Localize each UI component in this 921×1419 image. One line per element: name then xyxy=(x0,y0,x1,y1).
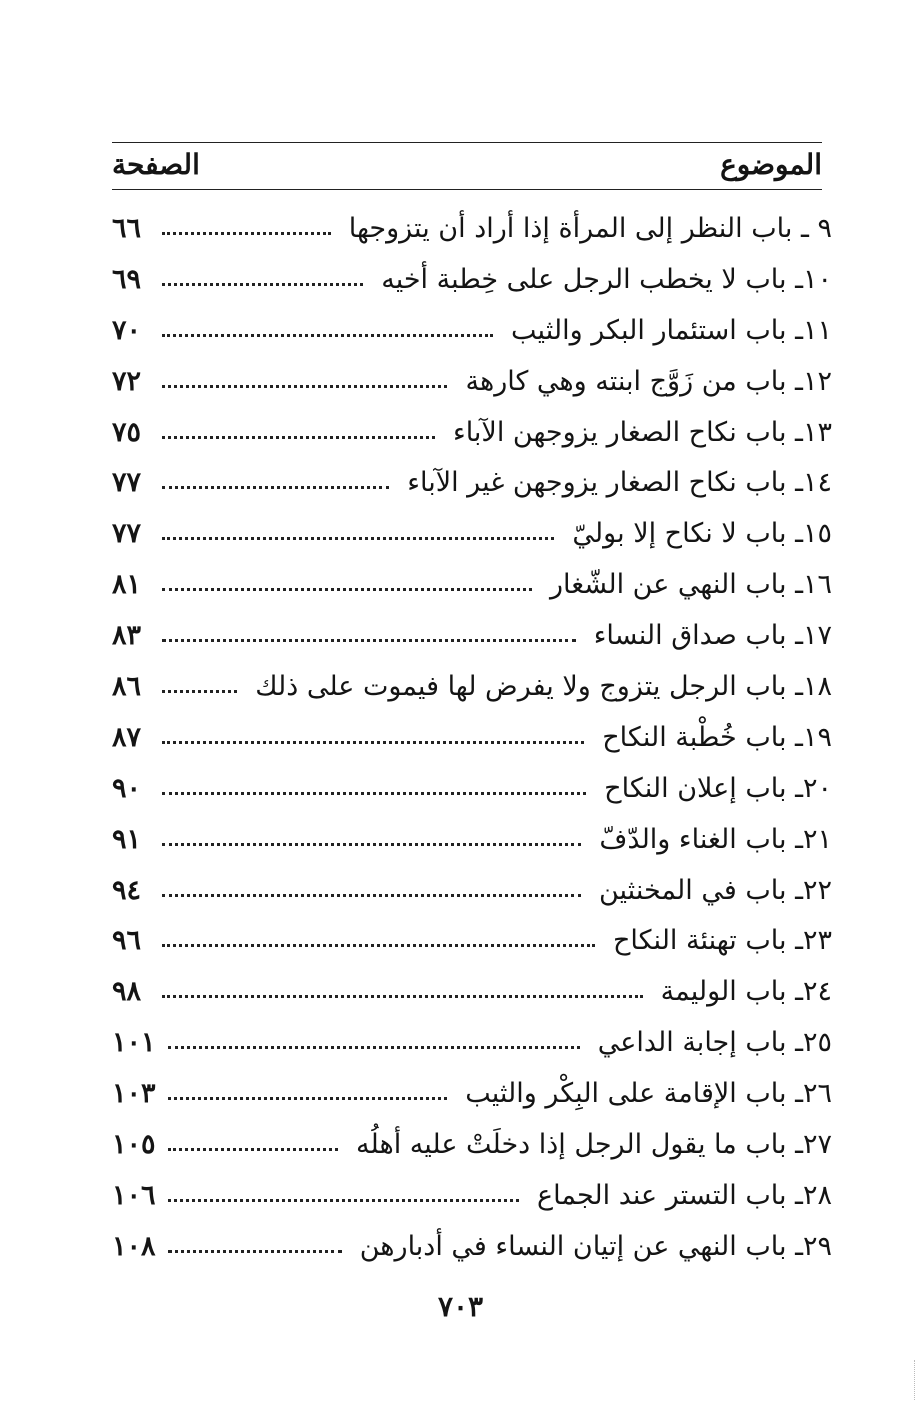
entry-title: ١٣ـ باب نكاح الصغار يزوجهن الآباء xyxy=(453,416,832,448)
entry-title: ١٢ـ باب من زَوَّج ابنته وهي كارهة xyxy=(465,365,832,397)
top-rule xyxy=(112,142,822,143)
entry-page-number: ٩٨ xyxy=(112,976,142,1008)
dot-leader xyxy=(162,436,435,439)
entry-page-number: ٨٦ xyxy=(112,670,142,702)
dot-leader xyxy=(162,843,581,846)
toc-entry xyxy=(112,305,832,356)
entry-page-number: ٧٥ xyxy=(112,416,142,448)
toc-entry xyxy=(112,356,832,407)
dot-leader xyxy=(162,334,493,337)
entry-page-number: ٨٣ xyxy=(112,620,142,652)
dot-leader xyxy=(162,232,331,235)
toc-entry xyxy=(112,508,832,559)
entry-title: ٢٥ـ باب إجابة الداعي xyxy=(597,1027,832,1059)
entry-title: ٢٧ـ باب ما يقول الرجل إذا دخلَتْ عليه أهلُه xyxy=(356,1128,832,1160)
entry-title: ٢٢ـ باب في المخنثين xyxy=(598,874,832,906)
entry-page-number: ٩٦ xyxy=(112,925,142,957)
entry-page-number: ١٠٨ xyxy=(112,1230,156,1262)
entry-title: ١٨ـ باب الرجل يتزوج ولا يفرض لها فيموت على ذلك xyxy=(255,670,832,702)
entry-page-number: ٨٧ xyxy=(112,721,142,753)
toc-entry xyxy=(112,457,832,508)
toc-entry xyxy=(112,814,832,865)
dot-leader xyxy=(162,537,554,540)
toc-entry xyxy=(112,203,832,254)
toc-entry xyxy=(112,559,832,610)
scan-edge-mark xyxy=(912,1360,915,1400)
entry-page-number: ٧٧ xyxy=(112,518,142,550)
entry-page-number: ٧٠ xyxy=(112,314,142,346)
toc-entry xyxy=(112,1119,832,1170)
entry-title: ١٥ـ باب لا نكاح إلا بوليّ xyxy=(572,518,832,550)
entry-title: ١٩ـ باب خُطْبة النكاح xyxy=(602,721,832,753)
dot-leader xyxy=(162,639,576,642)
entry-title: ٢٣ـ باب تهنئة النكاح xyxy=(612,925,832,957)
dot-leader xyxy=(168,1046,580,1049)
toc-entry xyxy=(112,661,832,712)
entry-title: ١٤ـ باب نكاح الصغار يزوجهن غير الآباء xyxy=(407,467,832,499)
dot-leader xyxy=(162,995,643,998)
entry-page-number: ٩٤ xyxy=(112,874,142,906)
topic-column-heading: الموضوع xyxy=(720,148,822,181)
folio-page-number: ٧٠٣ xyxy=(437,1290,484,1323)
dot-leader xyxy=(162,894,581,897)
entry-title: ٩ ـ باب النظر إلى المرأة إذا أراد أن يتزوجها xyxy=(348,212,832,244)
entry-page-number: ٦٩ xyxy=(112,263,142,295)
dot-leader xyxy=(162,690,237,693)
entry-page-number: ٩٠ xyxy=(112,772,142,804)
dot-leader xyxy=(162,792,586,795)
dot-leader xyxy=(168,1250,342,1253)
entry-page-number: ٨١ xyxy=(112,569,142,601)
entry-page-number: ١٠٥ xyxy=(112,1128,156,1160)
dot-leader xyxy=(162,385,447,388)
toc-entry xyxy=(112,610,832,661)
toc-entry xyxy=(112,763,832,814)
toc-entry xyxy=(112,1017,832,1068)
toc-entry xyxy=(112,1221,832,1272)
header-rule xyxy=(112,189,822,190)
page-column-heading: الصفحة xyxy=(112,148,200,181)
entry-page-number: ١٠٣ xyxy=(112,1078,156,1110)
entry-page-number: ٧٢ xyxy=(112,365,142,397)
entry-title: ١٦ـ باب النهي عن الشّغار xyxy=(549,569,832,601)
entry-title: ٢٦ـ باب الإقامة على البِكْر والثيب xyxy=(465,1078,832,1110)
dot-leader xyxy=(162,283,363,286)
toc-header xyxy=(112,146,822,186)
toc-entry xyxy=(112,966,832,1017)
entry-page-number: ١٠٦ xyxy=(112,1179,156,1211)
toc-entry xyxy=(112,1068,832,1119)
toc-list xyxy=(112,203,832,1272)
entry-title: ٢٤ـ باب الوليمة xyxy=(660,976,832,1008)
dot-leader xyxy=(162,486,389,489)
entry-title: ٢٨ـ باب التستر عند الجماع xyxy=(537,1179,832,1211)
dot-leader xyxy=(168,1097,448,1100)
entry-page-number: ٩١ xyxy=(112,823,142,855)
dot-leader xyxy=(168,1199,520,1202)
entry-title: ١١ـ باب استئمار البكر والثيب xyxy=(511,314,832,346)
entry-title: ٢٠ـ باب إعلان النكاح xyxy=(604,772,832,804)
toc-entry xyxy=(112,865,832,916)
toc-entry xyxy=(112,254,832,305)
toc-entry xyxy=(112,712,832,763)
entry-title: ٢٩ـ باب النهي عن إتيان النساء في أدبارهن xyxy=(359,1230,832,1262)
dot-leader xyxy=(162,588,532,591)
entry-title: ٢١ـ باب الغناء والدّفّ xyxy=(599,823,832,855)
toc-entry xyxy=(112,407,832,458)
entry-page-number: ١٠١ xyxy=(112,1027,156,1059)
entry-title: ١٧ـ باب صداق النساء xyxy=(593,620,832,652)
dot-leader xyxy=(168,1148,339,1151)
dot-leader xyxy=(162,944,595,947)
entry-title: ١٠ـ باب لا يخطب الرجل على خِطبة أخيه xyxy=(381,263,832,295)
toc-entry xyxy=(112,915,832,966)
toc-entry xyxy=(112,1170,832,1221)
dot-leader xyxy=(162,741,584,744)
entry-page-number: ٦٦ xyxy=(112,212,142,244)
entry-page-number: ٧٧ xyxy=(112,467,142,499)
